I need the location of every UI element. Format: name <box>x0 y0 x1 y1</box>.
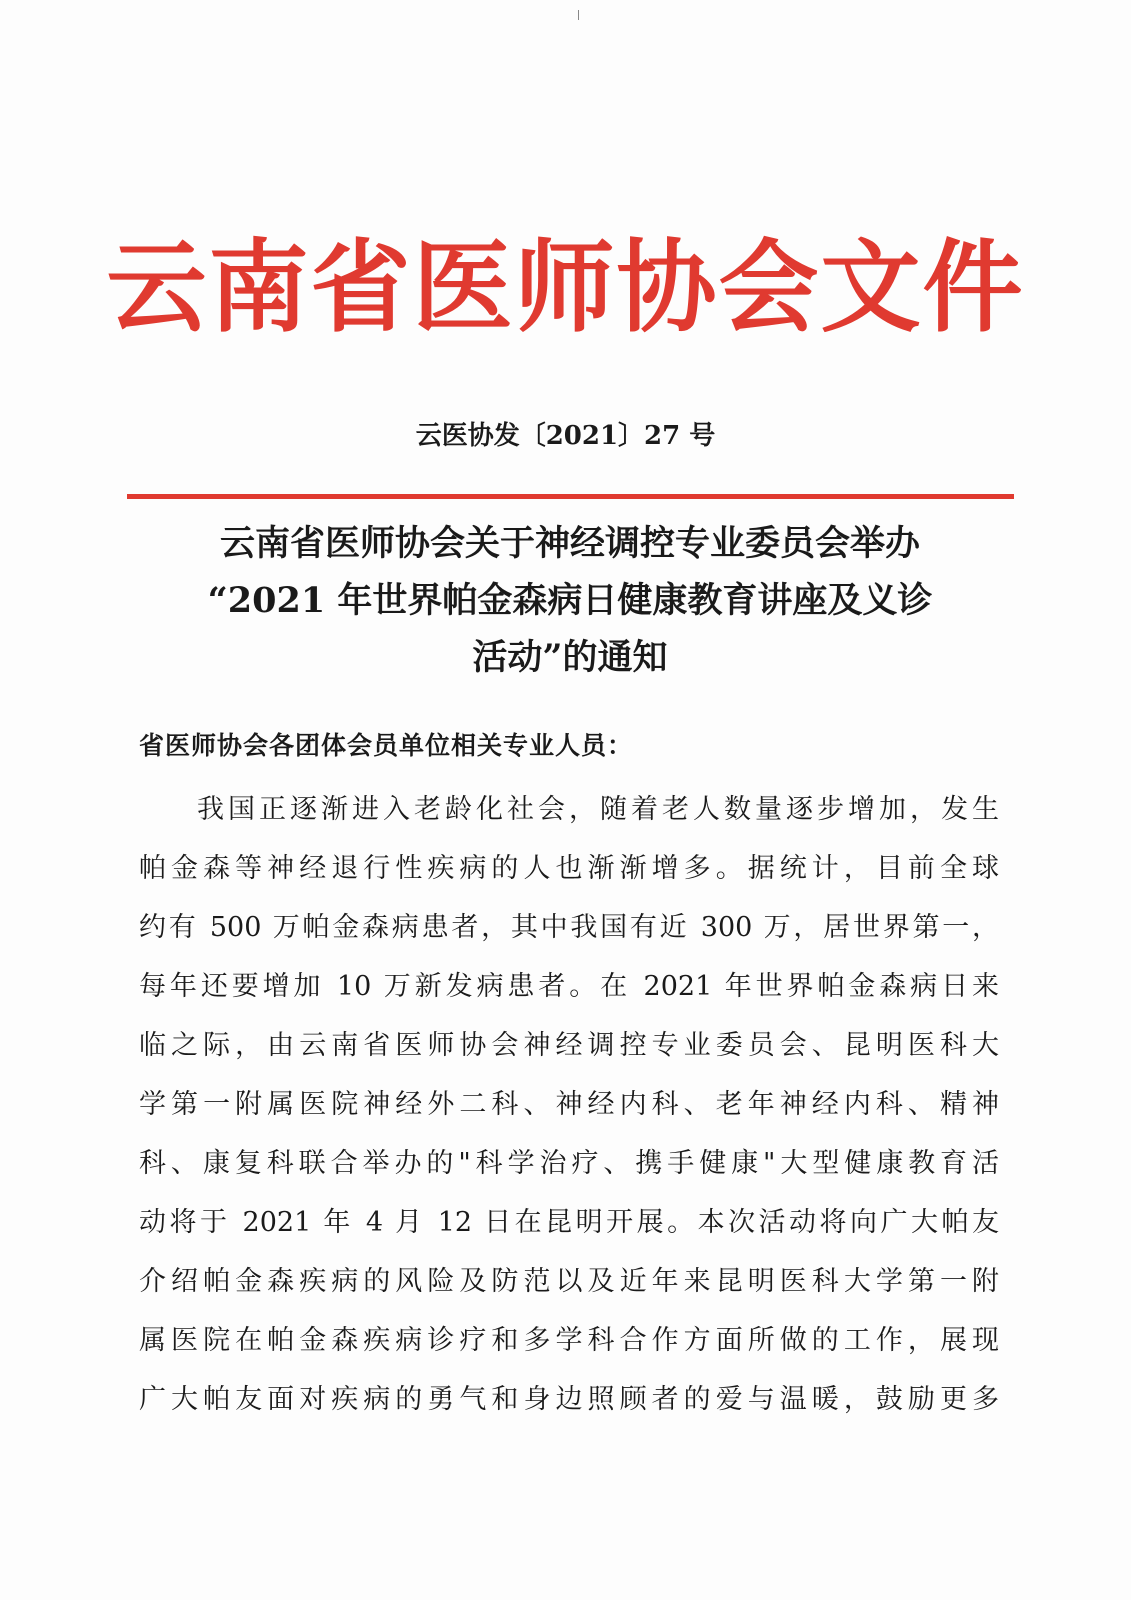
notice-title-line: 云南省医师协会关于神经调控专业委员会举办 <box>219 523 920 564</box>
body-line: 科、康复科联合举办的"科学治疗、携手健康"大型健康教育活 <box>139 1148 999 1179</box>
notice-title <box>120 515 1020 686</box>
red-divider-line <box>127 494 1014 499</box>
body-line: 学第一附属医院神经外二科、神经内科、老年神经内科、精神 <box>139 1089 999 1120</box>
body-paragraph <box>139 780 999 1429</box>
body-line: 每年还要增加 10 万新发病患者。在 2021 年世界帕金森病日来 <box>139 971 999 1002</box>
body-line: 广大帕友面对疾病的勇气和身边照顾者的爱与温暖，鼓励更多 <box>139 1384 999 1415</box>
body-line: 约有 500 万帕金森病患者，其中我国有近 300 万，居世界第一， <box>139 912 999 943</box>
body-line: 临之际，由云南省医师协会神经调控专业委员会、昆明医科大 <box>139 1030 999 1061</box>
body-line: 属医院在帕金森疾病诊疗和多学科合作方面所做的工作，展现 <box>139 1325 999 1356</box>
salutation: 省医师协会各团体会员单位相关专业人员： <box>139 731 634 760</box>
body-line: 介绍帕金森疾病的风险及防范以及近年来昆明医科大学第一附 <box>139 1266 999 1297</box>
notice-title-line: “2021 年世界帕金森病日健康教育讲座及义诊 <box>207 580 933 621</box>
org-header-title: 云南省医师协会文件 <box>106 229 1025 346</box>
document-number: 云医协发〔2021〕27 号 <box>415 421 716 451</box>
body-line: 我国正逐渐进入老龄化社会，随着老人数量逐步增加，发生 <box>197 794 999 825</box>
body-line: 帕金森等神经退行性疾病的人也渐渐增多。据统计，目前全球 <box>139 853 999 884</box>
body-line: 动将于 2021 年 4 月 12 日在昆明开展。本次活动将向广大帕友 <box>139 1207 999 1238</box>
scan-mark <box>578 10 579 20</box>
notice-title-line: 活动”的通知 <box>472 637 668 678</box>
